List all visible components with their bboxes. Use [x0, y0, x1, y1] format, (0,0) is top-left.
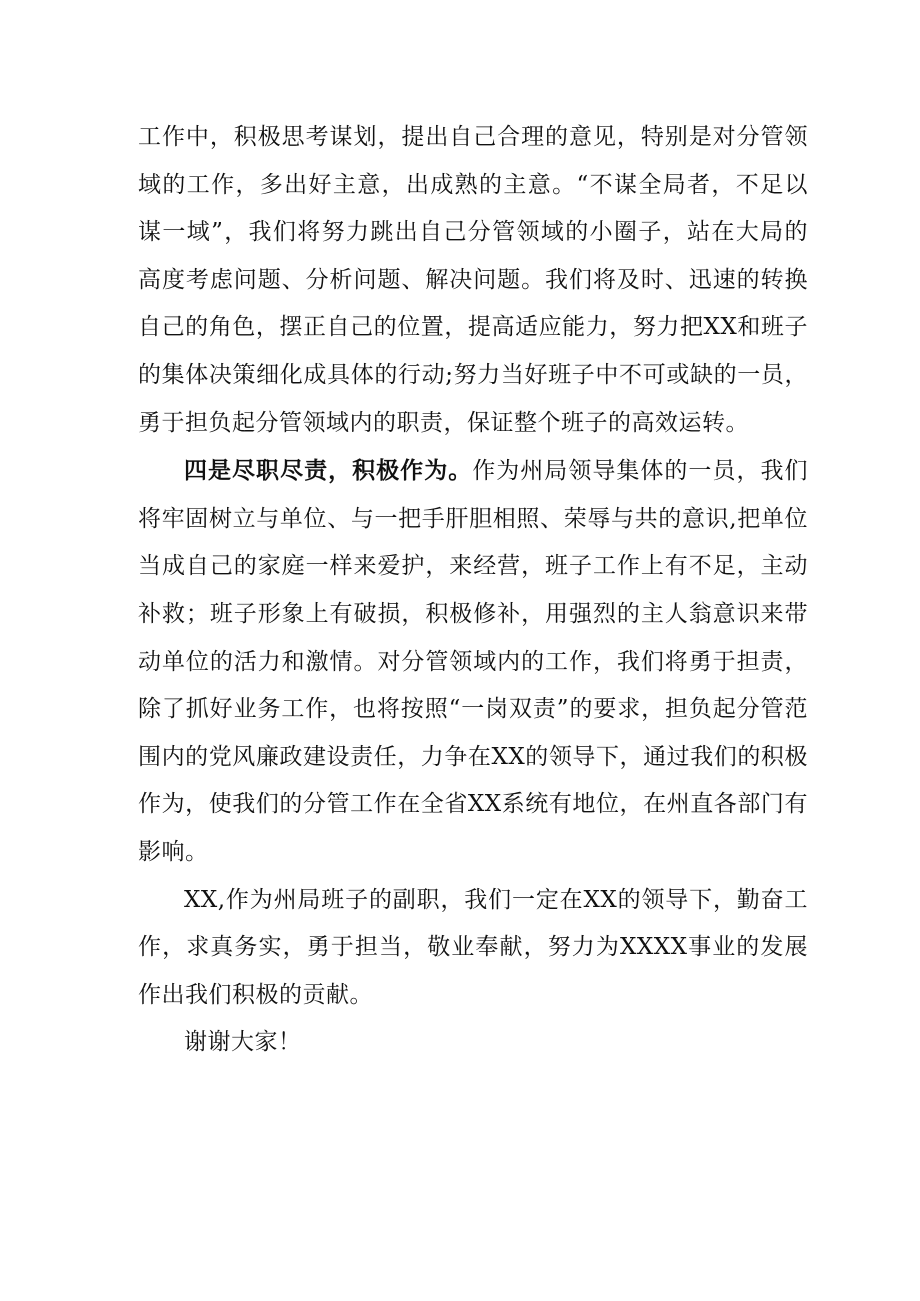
paragraph-thanks — [138, 1019, 808, 1067]
paragraph-heading: 四是尽职尽责，积极作为。 — [184, 457, 473, 485]
paragraph-text: 作为州局领导集体的一员，我们将牢固树立与单位、与一把手肝胆相照、荣辱与共的意识,把单位当成自己的家庭一样来爱护，来经营，班子工作上有不足，主动补救；班子形象上有破损，积极修补，用强烈的主人翁意识来带动单位的活力和激情。对分管领域内的工作，我们将勇于担责，除了抓好业务工作，也将按照“一岗双责”的要求，担负起分管范围内的党风廉政建设责任，力争在XX的领导下，通过我们的积极作为，使我们的分管工作在全省XX系统有地位，在州直各部门有影响。 — [138, 458, 809, 865]
document-body — [138, 114, 808, 1067]
paragraph-text: 工作中，积极思考谋划，提出自己合理的意见，特别是对分管领域的工作，多出好主意，出成熟的主意。“不谋全局者，不足以谋一域”，我们将努力跳出自己分管领域的小圈子，站在大局的高度考虑问题、分析问题、解决问题。我们将及时、迅速的转换自己的角色，摆正自己的位置，提高适应能力，努力把XX和班子的集体决策细化成具体的行动;努力当好班子中不可或缺的一员，勇于担负起分管领域内的职责，保证整个班子的高效运转。 — [138, 124, 808, 436]
paragraph-continuation — [138, 114, 808, 447]
paragraph-conclusion — [138, 877, 808, 1020]
paragraph-text: XX,作为州局班子的副职，我们一定在XX的领导下，勤奋工作，求真务实，勇于担当，敬业奉献，努力为XXXX事业的发展作出我们积极的贡献。 — [138, 886, 808, 1008]
closing-text: 谢谢大家！ — [184, 1029, 302, 1056]
paragraph-point-four — [138, 447, 808, 876]
